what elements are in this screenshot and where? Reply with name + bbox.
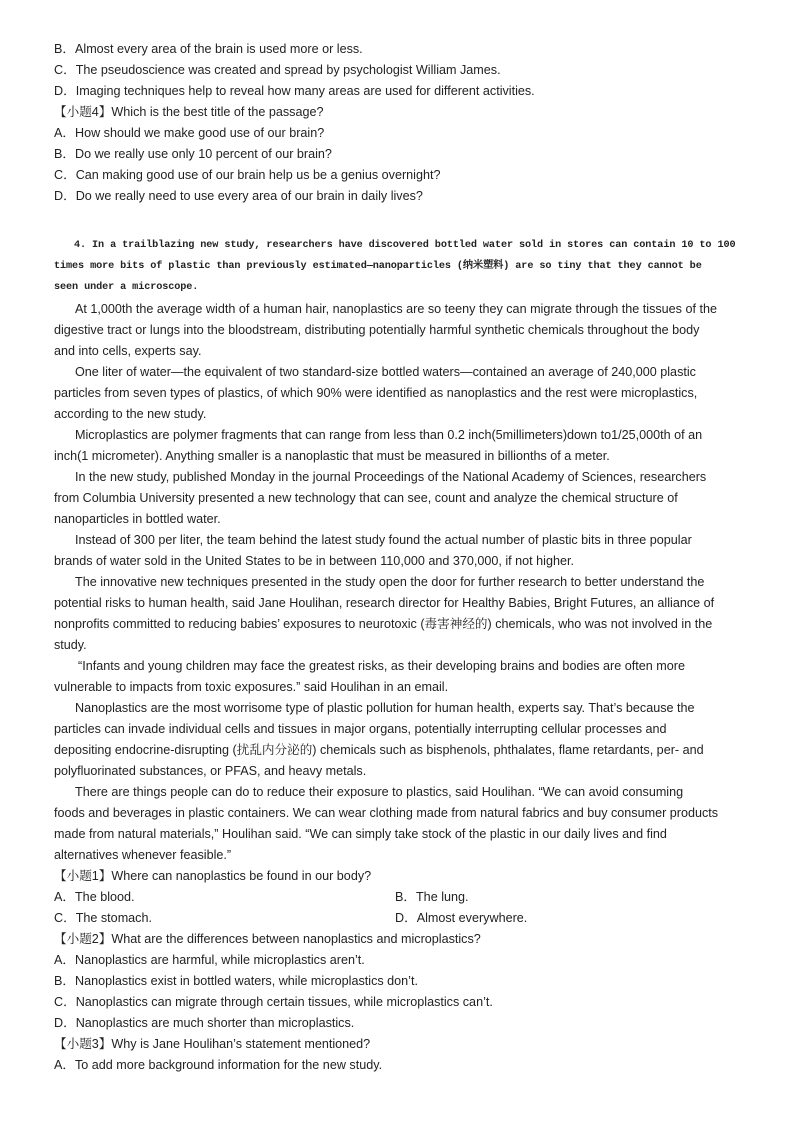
question-4-stem: 【小题4】Which is the best title of the passage? xyxy=(54,105,324,119)
q2-option-c: C．Nanoplastics can migrate through certain tissues, while microplastics can’t. xyxy=(54,995,493,1009)
q2-option-d: D．Nanoplastics are much shorter than microplastics. xyxy=(54,1016,355,1030)
passage-intro-line: seen under a microscope. xyxy=(54,282,199,293)
passage-line: brands of water sold in the United States to be in between 110,000 and 370,000, if not higher. xyxy=(54,554,574,568)
passage-line: In the new study, published Monday in the journal Proceedings of the National Academy of Sciences, researchers xyxy=(75,470,707,484)
q1-option-a: A．The blood. xyxy=(54,890,135,904)
passage-line: foods and beverages in plastic containers. We can wear clothing made from natural fabrics and buy consumer products xyxy=(54,806,719,820)
passage-line: nonprofits committed to reducing babies’ exposures to neurotoxic (毒害神经的) chemicals, who was not involved in the xyxy=(54,617,713,631)
q4-option-d: D．Do we really need to use every area of our brain in daily lives? xyxy=(54,189,423,203)
passage-line: vulnerable to impacts from toxic exposures.” said Houlihan in an email. xyxy=(54,680,449,694)
question-3-stem: 【小题3】Why is Jane Houlihan’s statement mentioned? xyxy=(54,1037,371,1051)
passage-line: alternatives whenever feasible.” xyxy=(54,848,232,862)
passage-line: digestive tract or lungs into the bloodstream, distributing potentially harmful synthetic chemicals throughout the body xyxy=(54,323,700,337)
option-d: D．Imaging techniques help to reveal how many areas are used for different activities. xyxy=(54,84,535,98)
q2-option-b: B．Nanoplastics exist in bottled waters, while microplastics don’t. xyxy=(54,974,418,988)
passage-line: depositing endocrine-disrupting (扰乱内分泌的) chemicals such as bisphenols, phthalates, flame retardants, per- and xyxy=(54,743,704,757)
q1-option-d: D．Almost everywhere. xyxy=(395,911,528,925)
q3-option-a: A．To add more background information for the new study. xyxy=(54,1058,383,1072)
passage-line: nanoparticles in bottled water. xyxy=(54,512,221,526)
passage-line: polyfluorinated substances, or PFAS, and heavy metals. xyxy=(54,764,367,778)
passage-line: inch(1 micrometer). Anything smaller is a nanoplastic that must be measured in billionths of a meter. xyxy=(54,449,610,463)
question-2-stem: 【小题2】What are the differences between nanoplastics and microplastics? xyxy=(54,932,481,946)
passage-line: potential risks to human health, said Jane Houlihan, research director for Healthy Babies, Bright Futures, an alliance of xyxy=(54,596,715,610)
q4-option-c: C．Can making good use of our brain help us be a genius overnight? xyxy=(54,168,441,182)
passage-line: particles can invade individual cells and tissues in major organs, potentially interrupting cellular processes and xyxy=(54,722,667,736)
passage-line: Instead of 300 per liter, the team behind the latest study found the actual number of plastic bits in three popular xyxy=(75,533,692,547)
passage-line: “Infants and young children may face the greatest risks, as their developing brains and bodies are often more xyxy=(78,659,685,673)
passage-line: One liter of water—the equivalent of two standard-size bottled waters—contained an average of 240,000 plastic xyxy=(75,365,696,379)
passage-line: according to the new study. xyxy=(54,407,207,421)
passage-line: Nanoplastics are the most worrisome type of plastic pollution for human health, experts say. That’s because the xyxy=(75,701,695,715)
passage-line: Microplastics are polymer fragments that can range from less than 0.2 inch(5millimeters)down to1/25,000th of an xyxy=(75,428,703,442)
q4-option-a: A．How should we make good use of our brain? xyxy=(54,126,325,140)
q1-option-b: B．The lung. xyxy=(395,890,469,904)
passage-line: made from natural materials,” Houlihan said. “We can simply take stock of the plastic in our daily lives and find xyxy=(54,827,667,841)
question-1-stem: 【小题1】Where can nanoplastics be found in our body? xyxy=(54,869,372,883)
passage-intro-line: times more bits of plastic than previously estimated—nanoparticles (纳米塑料) are so tiny that they cannot be xyxy=(54,261,702,272)
passage-line: and into cells, experts say. xyxy=(54,344,202,358)
passage-line: particles from seven types of plastics, of which 90% were identified as nanoplastics and the rest were microplastics, xyxy=(54,386,698,400)
passage-line: At 1,000th the average width of a human hair, nanoplastics are so teeny they can migrate through the tissues of the xyxy=(75,302,717,316)
q2-option-a: A．Nanoplastics are harmful, while microplastics aren’t. xyxy=(54,953,365,967)
passage-line: from Columbia University presented a new technology that can see, count and analyze the chemical structure of xyxy=(54,491,678,505)
passage-line: There are things people can do to reduce their exposure to plastics, said Houlihan. “We can avoid consuming xyxy=(75,785,684,799)
q4-option-b: B．Do we really use only 10 percent of our brain? xyxy=(54,147,332,161)
passage-line: study. xyxy=(54,638,87,652)
passage-intro-line: 4. In a trailblazing new study, researchers have discovered bottled water sold in stores can contain 10 to 100 xyxy=(74,240,736,251)
passage-line: The innovative new techniques presented in the study open the door for further research to better understand the xyxy=(75,575,705,589)
option-b: B．Almost every area of the brain is used more or less. xyxy=(54,42,363,56)
q1-option-c: C．The stomach. xyxy=(54,911,152,925)
option-c: C．The pseudoscience was created and spread by psychologist William James. xyxy=(54,63,501,77)
